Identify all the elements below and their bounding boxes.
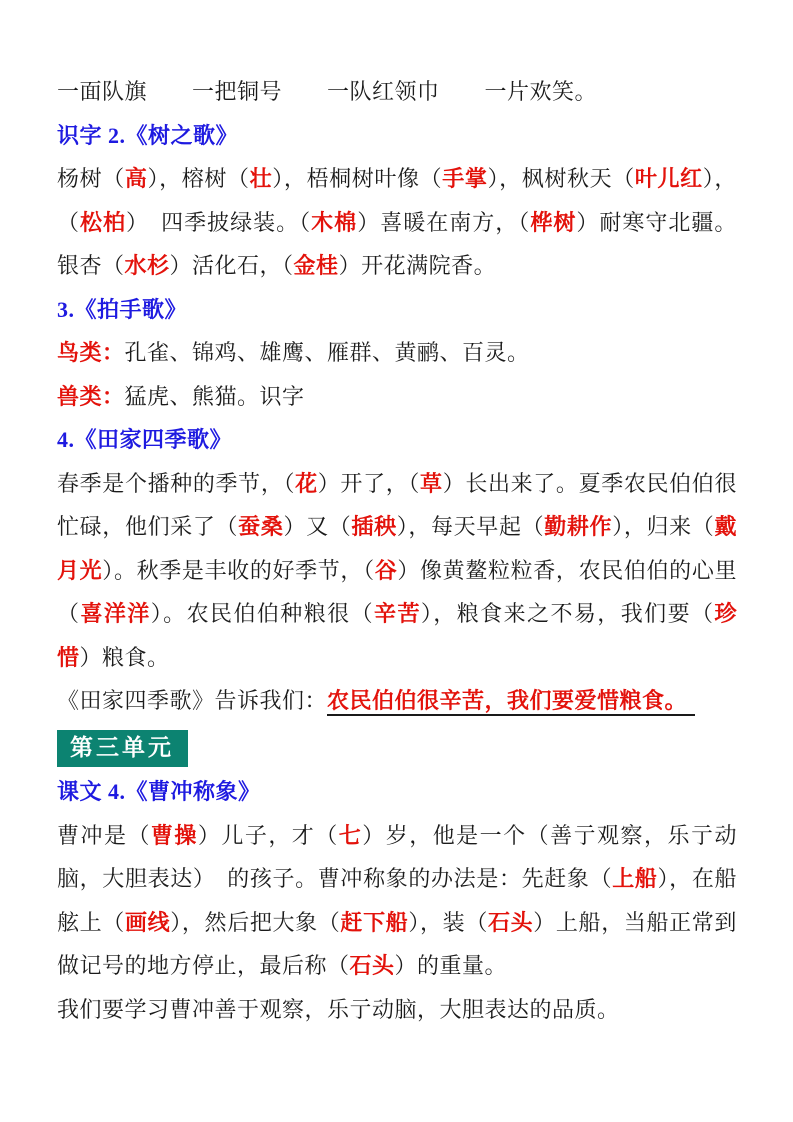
highlight-term: 赶下船 [340, 909, 409, 935]
highlight-term: 石头 [487, 909, 534, 935]
heading-text: 课文 4.《曹冲称象》 [57, 779, 261, 804]
highlight-term: 手掌 [442, 166, 488, 191]
text-run: 曹冲是（ [57, 822, 151, 848]
text-run: ），（ [57, 166, 737, 235]
highlight-term: 草 [420, 470, 443, 496]
highlight-term: 石头 [349, 953, 395, 978]
text-run: ），梧桐树叶像（ [272, 166, 443, 191]
para-tianjia-summary [57, 679, 737, 723]
highlight-term: 珍惜 [57, 601, 737, 670]
text-run: ）。秋季是丰收的好季节，（ [102, 557, 375, 583]
text-run: ）开了，（ [317, 470, 421, 496]
text-run: ）耐寒守北疆。银杏（ [57, 209, 737, 278]
text-run: ），归来（ [612, 514, 715, 539]
text-run: ）喜暖在南方，（ [357, 209, 531, 235]
highlight-term: 叶儿红 [634, 166, 703, 191]
text-run: 我们要学习曹冲善于观察，乐亍动脑，大胆表达的品质。 [57, 996, 620, 1022]
highlight-term: 蚕桑 [238, 514, 284, 539]
text-run: ）长出来了。夏季农民伯伯很忙碌，他们采了（ [57, 470, 737, 539]
heading-3-paishouge [57, 288, 737, 332]
highlight-term: 高 [124, 166, 148, 191]
highlight-term: 上船 [612, 866, 658, 891]
highlight-term: 辛苦 [374, 601, 421, 626]
highlight-term: 兽类： [57, 383, 125, 409]
heading-text: 识字 2.《树之歌》 [57, 122, 239, 148]
text-run: ）开花满院香。 [338, 253, 497, 278]
text-run: ）又（ [283, 514, 352, 539]
text-run: ），然后把大象（ [170, 909, 341, 935]
text-run: 《田家四季歌》告诉我们： [57, 688, 328, 713]
highlight-term: 木棉 [311, 209, 358, 235]
banner-unit-3: 第三单元 [57, 730, 188, 767]
heading-shizi-2-shuzhige [57, 114, 737, 158]
line-word-phrases [57, 70, 737, 114]
heading-text: 4.《田家四季歌》 [57, 427, 233, 452]
text-run: ）。农民伯伯种粮很（ [150, 601, 375, 626]
text-run: ）像黄鳌粒粒香，农民伯伯的心里（ [57, 557, 737, 626]
highlight-term: 谷 [374, 557, 398, 583]
highlight-term: 金桂 [293, 253, 339, 278]
text-run: ），在船舷上（ [57, 866, 737, 935]
banner-row [57, 725, 737, 769]
text-run: ）活化石，（ [169, 253, 294, 278]
text-run: ），粮食来之不易，我们要（ [420, 601, 715, 626]
highlight-term: 水杉 [124, 253, 170, 278]
highlight-term: 画线 [124, 909, 171, 935]
text-run: ），榕树（ [147, 166, 250, 191]
text-run: ） 四季披绿装。（ [126, 209, 312, 235]
highlight-term: 花 [295, 470, 318, 496]
highlight-term: 七 [338, 822, 363, 848]
text-run: ），装（ [408, 909, 488, 935]
text-run: ）上船，当船正常到做记号的地方停止，最后称（ [57, 909, 737, 978]
underlined-answer: 农民伯伯很辛苦，我们要爱惜粮食。 [327, 688, 695, 716]
para-caochong-summary [57, 988, 737, 1032]
para-shuzhige [57, 157, 737, 288]
para-bird-category [57, 331, 737, 375]
para-tianjiasijige [57, 462, 737, 680]
heading-4-tianjiasijige [57, 418, 737, 462]
text-run: 孔雀、锦鸡、雄鹰、雁群、黄鹂、百灵。 [124, 340, 530, 365]
text-run: 春季是个播种的季节，（ [57, 470, 296, 496]
text-run: ），每天早起（ [396, 514, 545, 539]
highlight-term: 喜洋洋 [80, 601, 151, 626]
highlight-term: 曹操 [150, 822, 198, 848]
highlight-term: 鸟类： [57, 340, 125, 365]
highlight-term: 插秧 [351, 514, 397, 539]
text-run: ）粮食。 [79, 644, 170, 670]
text-run: 杨树（ [57, 166, 125, 191]
text-run: 猛虎、熊猫。识字 [124, 383, 305, 409]
para-caochongchengxiang [57, 814, 737, 988]
text-run: ）的重量。 [394, 953, 508, 978]
heading-kewen-4-caochongchengxiang [57, 770, 737, 814]
highlight-term: 桦树 [530, 209, 577, 235]
text-run: ）岁，他是一个（善亍观察，乐亍动脑，大胆表达） 的孩子。曹冲称象的办法是：先赶象（ [57, 822, 737, 891]
highlight-term: 戴月光 [57, 514, 737, 583]
highlight-term: 壮 [249, 166, 273, 191]
para-beast-category [57, 375, 737, 419]
highlight-term: 勤耕作 [544, 514, 613, 539]
text-run: 一面队旗 一把铜号 一队红领巾 一片欢笑。 [57, 79, 598, 104]
text-run: ），枫树秋天（ [487, 166, 635, 191]
text-run: ）儿子，才（ [197, 822, 339, 848]
highlight-term: 松柏 [80, 209, 127, 235]
heading-text: 3.《拍手歌》 [57, 296, 188, 322]
